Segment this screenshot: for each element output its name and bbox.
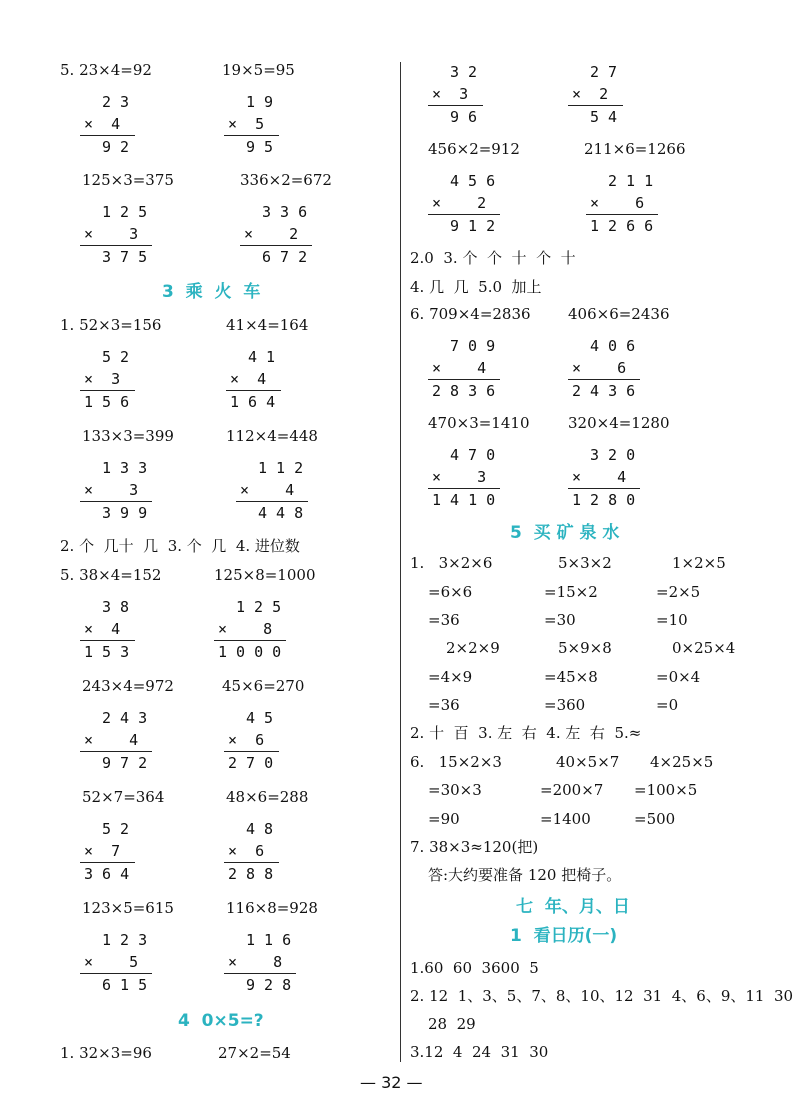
calc-row-3-a: =36 <box>428 611 460 629</box>
vertical-multiplier: × 4 <box>84 115 121 133</box>
section-heading: 3 乘 火 车 <box>162 282 261 302</box>
vertical-top: 1 2 5 <box>236 598 282 616</box>
vertical-top: 5 2 <box>102 820 130 838</box>
problem-1-d-b: 27×2=54 <box>218 1044 291 1062</box>
vertical-top: 4 7 0 <box>450 446 496 464</box>
vertical-result: 6 1 5 <box>102 976 148 994</box>
vertical-result: 9 5 <box>246 138 274 156</box>
vertical-line <box>224 135 279 136</box>
equation: 52×7=364 <box>82 788 165 806</box>
calendar-q3: 3.12 4 24 31 30 <box>410 1043 549 1061</box>
chapter-heading: 七 年、月、日 <box>516 897 630 917</box>
vertical-multiplier: × 3 <box>432 468 487 486</box>
vertical-top: 1 3 3 <box>102 459 148 477</box>
calc-row-5-a: =4×9 <box>428 668 473 686</box>
problem-4-answers: 4. 几 几 5.0 加上 <box>410 278 542 296</box>
calc-row-4-a: 2×2×9 <box>446 639 500 657</box>
calc-row-3-c: =10 <box>656 611 688 629</box>
vertical-top: 1 1 6 <box>246 931 292 949</box>
section-heading: 1 看日历(一) <box>510 926 618 946</box>
calc-s2-b: =200×7 <box>540 781 604 799</box>
calc-row-3-b: =30 <box>544 611 576 629</box>
vertical-multiplier: × 6 <box>228 731 265 749</box>
vertical-line <box>80 245 152 246</box>
vertical-top: 3 2 0 <box>590 446 636 464</box>
calendar-q1: 1.60 60 3600 5 <box>410 959 539 977</box>
problem-1-d-a: 1. 32×3=96 <box>60 1044 152 1062</box>
calc-s2-c: =100×5 <box>634 781 698 799</box>
vertical-line <box>428 105 483 106</box>
vertical-top: 3 3 6 <box>262 203 308 221</box>
problem-5-c: 5. 38×4=152 <box>60 566 162 584</box>
vertical-top: 2 1 1 <box>608 172 654 190</box>
problem-6-b: 406×6=2436 <box>568 305 670 323</box>
vertical-multiplier: × 2 <box>432 194 487 212</box>
vertical-multiplier: × 8 <box>228 953 283 971</box>
vertical-line <box>236 501 308 502</box>
vertical-multiplier: × 5 <box>228 115 265 133</box>
section-heading: 5 买 矿 泉 水 <box>510 523 620 543</box>
vertical-line <box>80 862 135 863</box>
vertical-multiplier: × 6 <box>572 359 627 377</box>
equation: 211×6=1266 <box>584 140 686 158</box>
vertical-multiplier: × 3 <box>84 225 139 243</box>
column-divider <box>400 62 401 1062</box>
calendar-q2: 2. 12 1、3、5、7、8、10、12 31 4、6、9、11 30 <box>410 987 794 1005</box>
vertical-multiplier: × 4 <box>84 620 121 638</box>
problem-5-b: 19×5=95 <box>222 61 295 79</box>
calendar-q2-cont: 28 29 <box>428 1015 476 1033</box>
calc-row-1-b: 5×3×2 <box>558 554 612 572</box>
vertical-result: 6 7 2 <box>262 248 308 266</box>
equation: 48×6=288 <box>226 788 309 806</box>
vertical-result: 1 6 4 <box>230 393 276 411</box>
vertical-result: 1 0 0 0 <box>218 643 282 661</box>
calc-row-5-c: =0×4 <box>656 668 701 686</box>
vertical-line <box>428 488 500 489</box>
vertical-top: 4 1 <box>248 348 276 366</box>
vertical-multiplier: × 2 <box>572 85 609 103</box>
equation: 320×4=1280 <box>568 414 670 432</box>
equation: 125×3=375 <box>82 171 174 189</box>
vertical-line <box>80 135 135 136</box>
answer-sentence: 答:大约要准备 120 把椅子。 <box>428 866 622 884</box>
vertical-top: 2 3 <box>102 93 130 111</box>
calc-row-5-b: =45×8 <box>544 668 598 686</box>
vertical-top: 3 8 <box>102 598 130 616</box>
problem-1-b: 41×4=164 <box>226 316 309 334</box>
calc-row-6-c: =0 <box>656 696 679 714</box>
problem-1-a: 1. 52×3=156 <box>60 316 162 334</box>
vertical-line <box>80 973 152 974</box>
vertical-result: 9 6 <box>450 108 478 126</box>
vertical-line <box>568 105 623 106</box>
vertical-line <box>226 390 281 391</box>
vertical-line <box>240 245 312 246</box>
vertical-result: 4 4 8 <box>258 504 304 522</box>
vertical-result: 2 8 3 6 <box>432 382 496 400</box>
calc-s3-c: =500 <box>634 810 676 828</box>
vertical-multiplier: × 8 <box>218 620 273 638</box>
vertical-result: 2 7 0 <box>228 754 274 772</box>
equation: 470×3=1410 <box>428 414 530 432</box>
vertical-top: 2 7 <box>590 63 618 81</box>
equation: 45×6=270 <box>222 677 305 695</box>
equation: 243×4=972 <box>82 677 174 695</box>
vertical-multiplier: × 6 <box>590 194 645 212</box>
problem-5-a: 5. 23×4=92 <box>60 61 152 79</box>
vertical-line <box>428 214 500 215</box>
problem-6-a: 6. 709×4=2836 <box>410 305 531 323</box>
vertical-result: 9 2 <box>102 138 130 156</box>
equation: 116×8=928 <box>226 899 318 917</box>
equation: 456×2=912 <box>428 140 520 158</box>
calc-row-2-b: =15×2 <box>544 583 598 601</box>
equation: 336×2=672 <box>240 171 332 189</box>
equation: 133×3=399 <box>82 427 174 445</box>
vertical-line <box>80 640 135 641</box>
calc-row-4-c: 0×25×4 <box>672 639 736 657</box>
vertical-line <box>80 390 135 391</box>
calc-row-2-a: =6×6 <box>428 583 473 601</box>
vertical-result: 9 7 2 <box>102 754 148 772</box>
vertical-top: 2 4 3 <box>102 709 148 727</box>
problem-5-d: 125×8=1000 <box>214 566 316 584</box>
vertical-line <box>568 379 640 380</box>
vertical-multiplier: × 7 <box>84 842 121 860</box>
vertical-top: 4 8 <box>246 820 274 838</box>
page-number: — 32 — <box>360 1073 423 1092</box>
calc-row-2-c: =2×5 <box>656 583 701 601</box>
vertical-result: 1 5 3 <box>84 643 130 661</box>
vertical-top: 7 0 9 <box>450 337 496 355</box>
vertical-multiplier: × 4 <box>230 370 267 388</box>
calc-s2-a: =30×3 <box>428 781 482 799</box>
vertical-line <box>428 379 500 380</box>
vertical-top: 3 2 <box>450 63 478 81</box>
vertical-multiplier: × 2 <box>244 225 299 243</box>
vertical-line <box>224 973 296 974</box>
vertical-top: 4 5 6 <box>450 172 496 190</box>
vertical-line <box>224 862 279 863</box>
equation: 112×4=448 <box>226 427 318 445</box>
vertical-multiplier: × 3 <box>432 85 469 103</box>
vertical-line <box>568 488 640 489</box>
vertical-result: 2 8 8 <box>228 865 274 883</box>
vertical-line <box>214 640 286 641</box>
problem-2b-answers: 2. 十 百 3. 左 右 4. 左 右 5.≈ <box>410 724 642 742</box>
vertical-line <box>224 751 279 752</box>
vertical-line <box>80 501 152 502</box>
vertical-result: 9 2 8 <box>246 976 292 994</box>
calc-s3-b: =1400 <box>540 810 591 828</box>
calc-row-1-a: 1. 3×2×6 <box>410 554 493 572</box>
equation: 123×5=615 <box>82 899 174 917</box>
vertical-multiplier: × 3 <box>84 481 139 499</box>
problem-2-answers: 2.0 3. 个 个 十 个 十 <box>410 249 576 267</box>
vertical-top: 1 2 3 <box>102 931 148 949</box>
calc-s1-a: 6. 15×2×3 <box>410 753 502 771</box>
vertical-top: 1 1 2 <box>258 459 304 477</box>
vertical-top: 1 2 5 <box>102 203 148 221</box>
vertical-result: 1 2 6 6 <box>590 217 654 235</box>
vertical-result: 1 4 1 0 <box>432 491 496 509</box>
vertical-multiplier: × 5 <box>84 953 139 971</box>
vertical-top: 5 2 <box>102 348 130 366</box>
vertical-top: 4 0 6 <box>590 337 636 355</box>
vertical-result: 1 5 6 <box>84 393 130 411</box>
vertical-top: 1 9 <box>246 93 274 111</box>
calc-s1-c: 4×25×5 <box>650 753 714 771</box>
vertical-top: 4 5 <box>246 709 274 727</box>
vertical-result: 9 1 2 <box>450 217 496 235</box>
calc-s3-a: =90 <box>428 810 460 828</box>
vertical-multiplier: × 3 <box>84 370 121 388</box>
problem-2-answers: 2. 个 几十 几 3. 个 几 4. 进位数 <box>60 537 300 555</box>
vertical-result: 5 4 <box>590 108 618 126</box>
vertical-multiplier: × 4 <box>572 468 627 486</box>
calc-row-1-c: 1×2×5 <box>672 554 726 572</box>
vertical-multiplier: × 6 <box>228 842 265 860</box>
vertical-line <box>586 214 658 215</box>
calc-row-4-b: 5×9×8 <box>558 639 612 657</box>
vertical-result: 1 2 8 0 <box>572 491 636 509</box>
calc-row-6-a: =36 <box>428 696 460 714</box>
vertical-multiplier: × 4 <box>432 359 487 377</box>
section-heading: 4 0×5=? <box>178 1011 264 1031</box>
vertical-result: 3 6 4 <box>84 865 130 883</box>
vertical-result: 3 7 5 <box>102 248 148 266</box>
vertical-multiplier: × 4 <box>84 731 139 749</box>
vertical-result: 2 4 3 6 <box>572 382 636 400</box>
calc-s1-b: 40×5×7 <box>556 753 620 771</box>
problem-7: 7. 38×3≈120(把) <box>410 838 539 856</box>
calc-row-6-b: =360 <box>544 696 586 714</box>
vertical-multiplier: × 4 <box>240 481 295 499</box>
vertical-line <box>80 751 152 752</box>
vertical-result: 3 9 9 <box>102 504 148 522</box>
